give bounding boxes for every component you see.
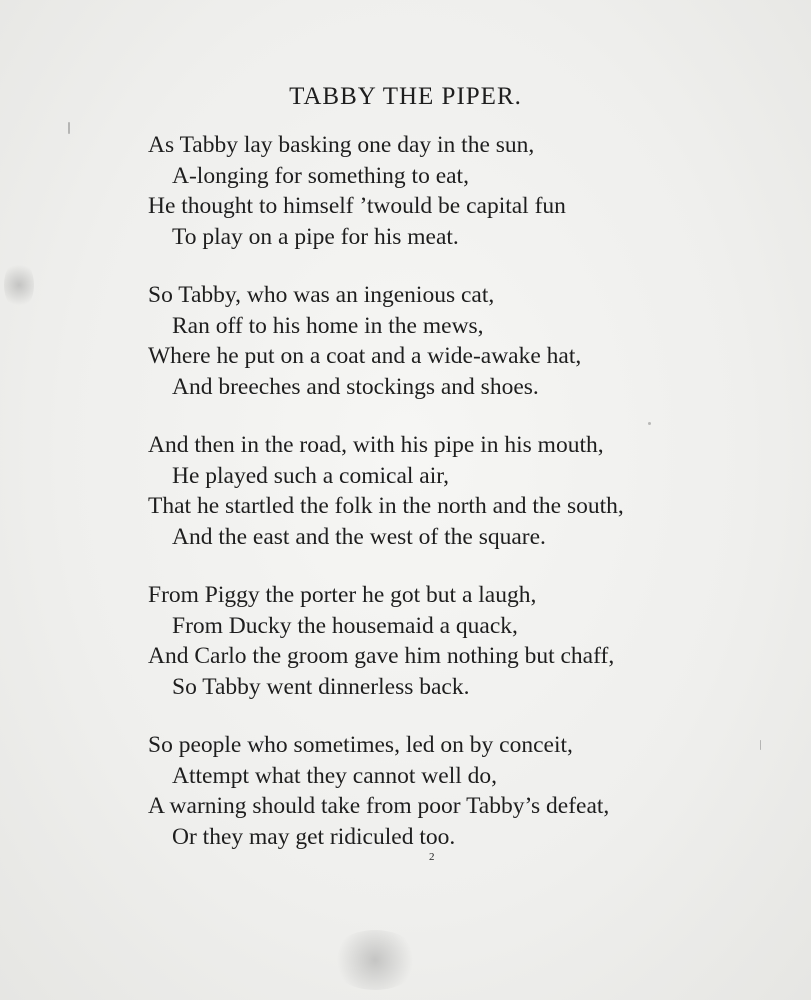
stanza	[148, 730, 788, 852]
poem-line: A warning should take from poor Tabby’s defeat,	[148, 793, 610, 819]
poem-line: Where he put on a coat and a wide-awake hat,	[148, 343, 582, 369]
poem-line: And the east and the west of the square.	[172, 523, 546, 550]
page-smudge	[4, 260, 34, 310]
poem-line: Or they may get ridiculed too.	[172, 823, 456, 850]
poem-line: A-longing for something to eat,	[172, 162, 469, 189]
poem-title: TABBY THE PIPER.	[289, 83, 522, 110]
poem-line: From Piggy the porter he got but a laugh,	[148, 582, 537, 608]
poem-line: And Carlo the groom gave him nothing but chaff,	[148, 643, 615, 669]
page-smudge	[330, 930, 420, 990]
poem-line: Ran off to his home in the mews,	[172, 312, 484, 339]
poem-line: So people who sometimes, led on by conceit,	[148, 732, 573, 758]
poem-line: From Ducky the housemaid a quack,	[172, 612, 518, 639]
poem-line: He played such a comical air,	[172, 462, 450, 489]
stanza	[148, 130, 788, 252]
stanza	[148, 580, 788, 702]
page-speck	[68, 122, 70, 134]
poem-line: Attempt what they cannot well do,	[172, 762, 498, 789]
poem-line: And breeches and stockings and shoes.	[172, 373, 539, 400]
stanza	[148, 280, 788, 402]
poem-line: To play on a pipe for his meat.	[172, 223, 459, 250]
page-number: 2	[429, 851, 435, 863]
poem-line: So Tabby went dinnerless back.	[172, 673, 470, 700]
stanza	[148, 430, 788, 552]
poem-body	[148, 130, 788, 880]
poem-line: As Tabby lay basking one day in the sun,	[148, 132, 535, 158]
poem-line: That he startled the folk in the north and the south,	[148, 493, 624, 519]
poem-line: So Tabby, who was an ingenious cat,	[148, 282, 495, 308]
poem-line: And then in the road, with his pipe in his mouth,	[148, 432, 604, 458]
poem-line: He thought to himself ’twould be capital fun	[148, 193, 566, 219]
